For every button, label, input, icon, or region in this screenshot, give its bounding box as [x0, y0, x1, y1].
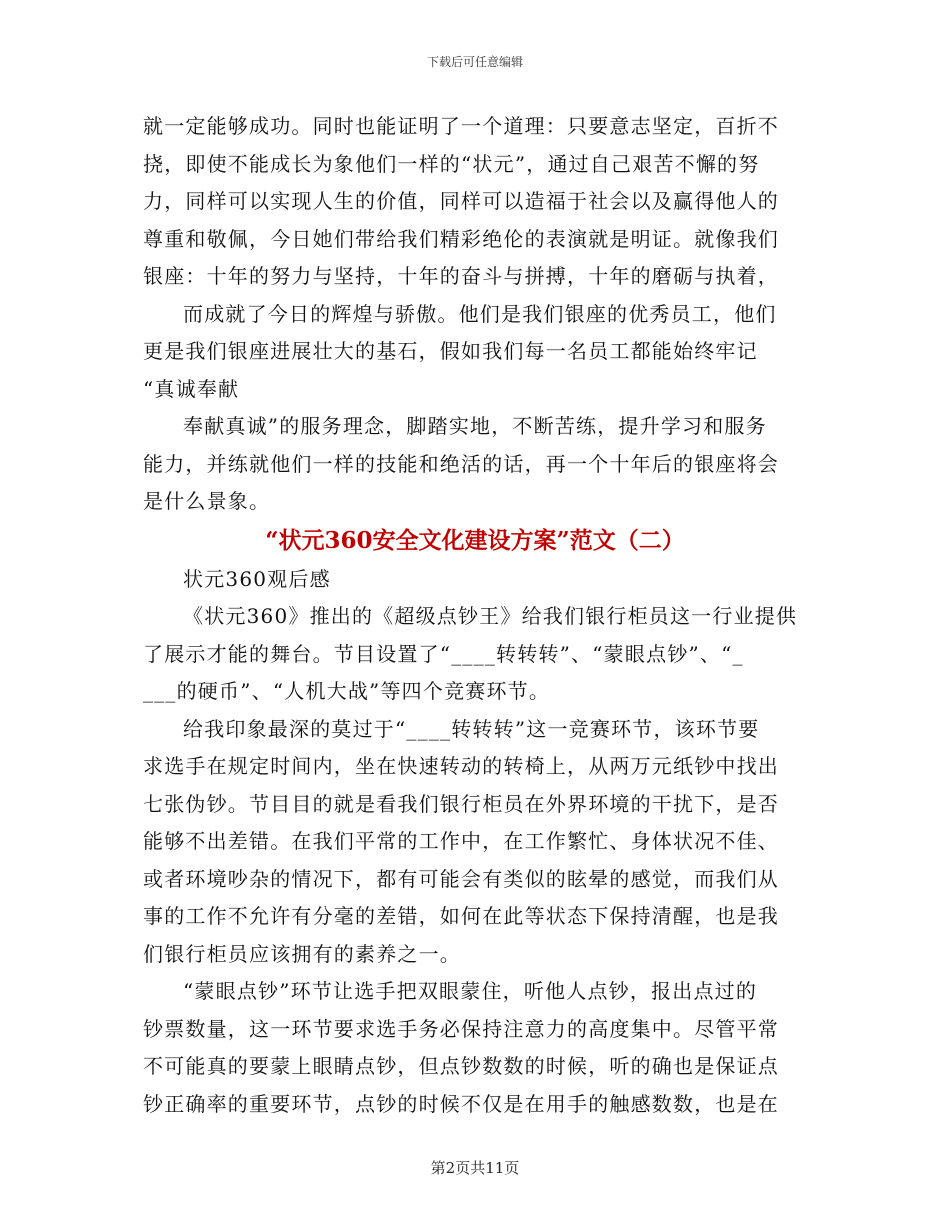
- body-line: “真诚奉献: [143, 376, 240, 401]
- body-line: 们银行柜员应该拥有的素养之一。: [143, 941, 461, 966]
- body-line: 状元360观后感: [183, 566, 331, 591]
- body-line: 力，同样可以实现人生的价值，同样可以造福于社会以及赢得他人的: [143, 189, 779, 213]
- body-line: 而成就了今日的辉煌与骄傲。他们是我们银座的优秀员工，他们: [183, 301, 777, 326]
- body-line: 能够不出差错。在我们平常的工作中，在工作繁忙、身体状况不佳、: [143, 829, 779, 853]
- body-line: 事的工作不允许有分毫的差错，如何在此等状态下保持清醒，也是我: [143, 904, 779, 928]
- body-line: 钞正确率的重要环节，点钞的时候不仅是在用手的触感数数，也是在: [143, 1091, 779, 1116]
- section-title: “状元360安全文化建设方案”范文（二）: [265, 526, 685, 554]
- body-line: 尊重和敬佩，今日她们带给我们精彩绝伦的表演就是明证。就像我们: [143, 226, 779, 251]
- body-line: 就一定能够成功。同时也能证明了一个道理：只要意志坚定，百折不: [143, 114, 779, 138]
- body-line: 了展示才能的舞台。节目设置了“____转转转”、“蒙眼点钞”、“_: [143, 641, 744, 666]
- body-line: 七张伪钞。节目目的就是看我们银行柜员在外界环境的干扰下，是否: [143, 791, 779, 816]
- body-line: 能力，并练就他们一样的技能和绝活的话，再一个十年后的银座将会: [143, 451, 779, 476]
- body-line: 或者环境吵杂的情况下，都有可能会有类似的眩晕的感觉，而我们从: [143, 866, 779, 891]
- body-line: 不可能真的要蒙上眼睛点钞，但点钞数数的时候，听的确也是保证点: [143, 1054, 779, 1078]
- body-line: 钞票数量，这一环节要求选手务必保持注意力的高度集中。尽管平常: [143, 1016, 779, 1041]
- page-header: 下载后可任意编辑: [426, 55, 523, 69]
- body-line: 更是我们银座进展壮大的基石，假如我们每一名员工都能始终牢记: [143, 339, 758, 363]
- page-footer: 第2页共11页: [430, 1159, 520, 1177]
- body-line: 挠，即使不能成长为象他们一样的“状元”，通过自己艰苦不懈的努: [143, 151, 760, 176]
- body-line: 奉献真诚”的服务理念，脚踏实地，不断苦练，提升学习和服务: [183, 414, 767, 438]
- body-line: 求选手在规定时间内，坐在快速转动的转椅上，从两万元纸钞中找出: [143, 754, 779, 778]
- body-line: 《状元360》推出的《超级点钞王》给我们银行柜员这一行业提供: [183, 604, 798, 628]
- body-line: 银座：十年的努力与坚持，十年的奋斗与拼搏，十年的磨砺与执着，: [143, 264, 779, 288]
- body-line: ___的硬币”、“人机大战”等四个竞赛环节。: [143, 679, 551, 703]
- body-line: 给我印象最深的莫过于“____转转转”这一竞赛环节，该环节要: [183, 716, 760, 741]
- document-body: [143, 108, 807, 1123]
- body-line: “蒙眼点钞”环节让选手把双眼蒙住，听他人点钞，报出点过的: [183, 979, 758, 1003]
- body-line: 是什么景象。: [143, 489, 271, 513]
